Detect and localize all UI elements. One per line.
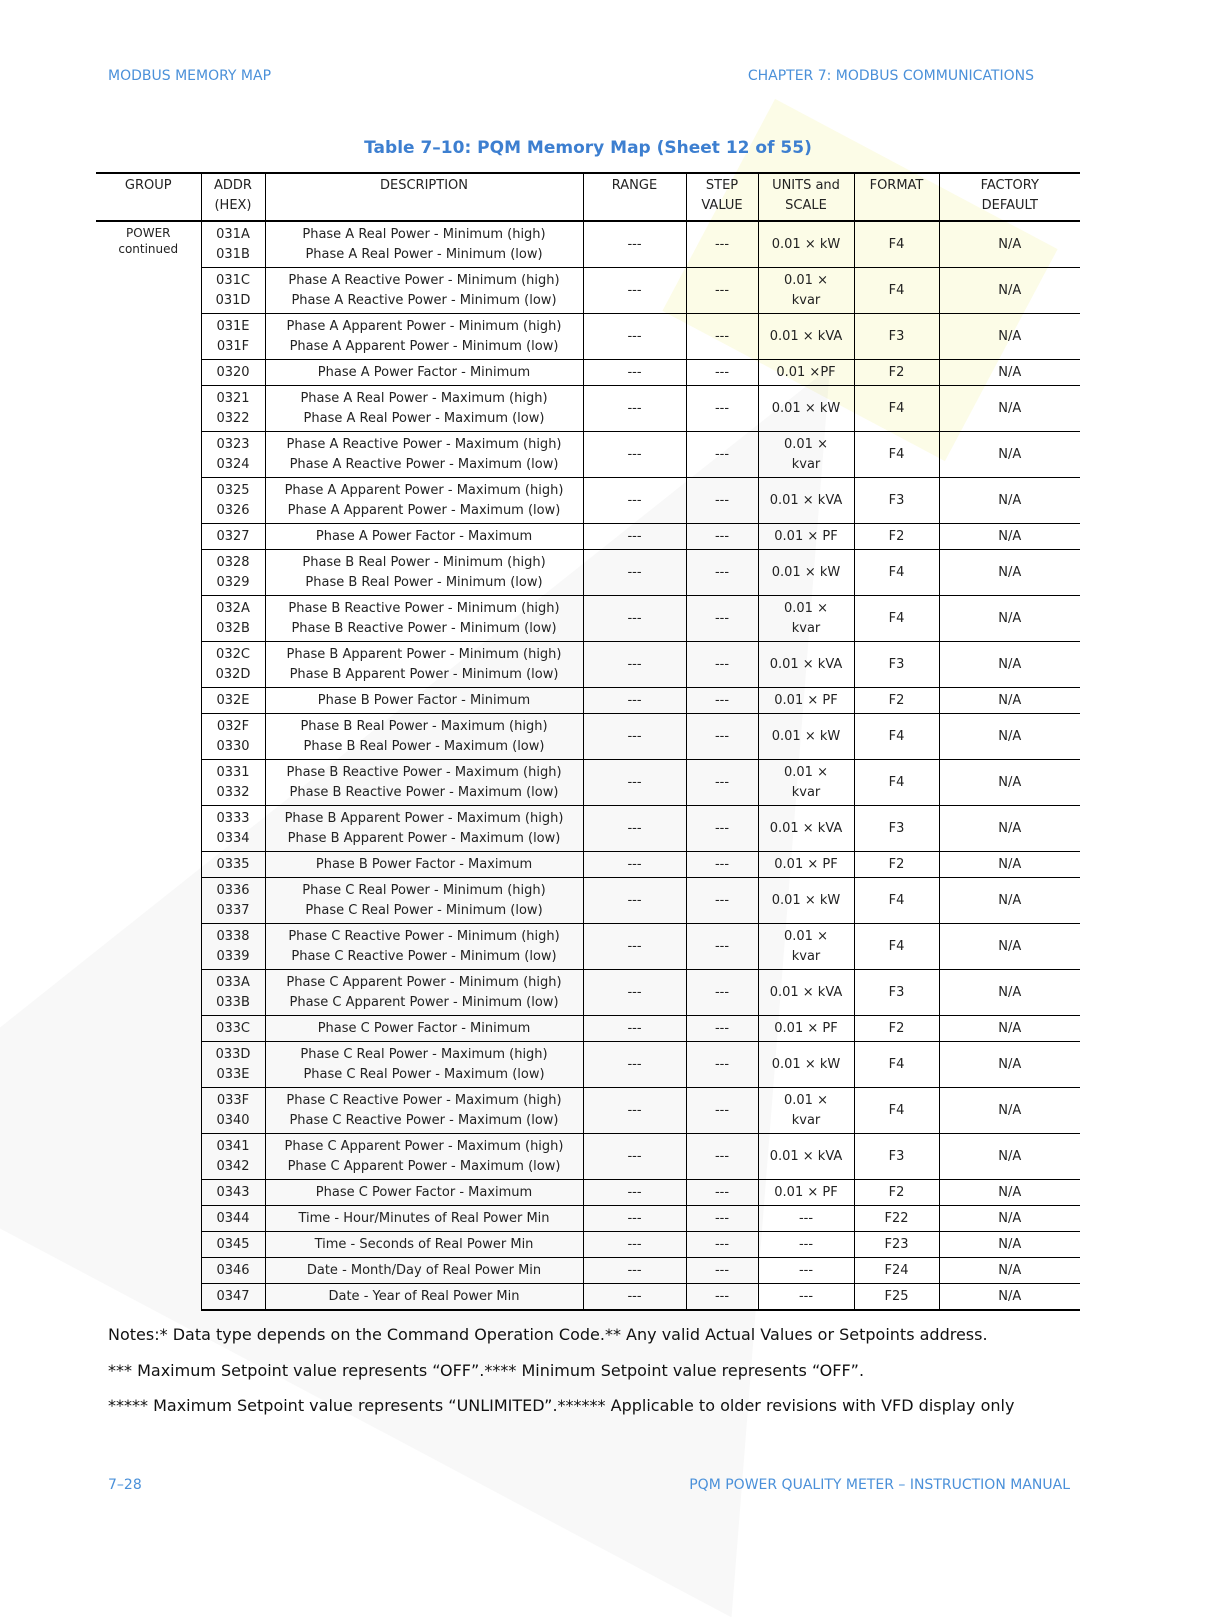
table-row	[96, 1206, 1080, 1232]
addr-cell: 033F 0340	[201, 1088, 265, 1134]
table-row	[96, 221, 1080, 268]
default-cell: N/A	[939, 1134, 1080, 1180]
addr-cell: 0347	[201, 1284, 265, 1311]
units-cell: 0.01 × kvar	[758, 596, 854, 642]
description-cell: Phase C Power Factor - Minimum	[265, 1016, 583, 1042]
range-cell: ---	[583, 1258, 686, 1284]
addr-cell: 0343	[201, 1180, 265, 1206]
format-cell: F4	[854, 924, 939, 970]
col-header-range: RANGE	[583, 173, 686, 221]
table-row	[96, 386, 1080, 432]
table-row	[96, 314, 1080, 360]
format-cell: F4	[854, 596, 939, 642]
step-cell: ---	[686, 360, 758, 386]
units-cell: ---	[758, 1284, 854, 1311]
format-cell: F4	[854, 714, 939, 760]
table-row	[96, 688, 1080, 714]
note-line: ***** Maximum Setpoint value represents “UNLIMITED”.****** Applicable to older revisions with VFD display only	[108, 1396, 1015, 1415]
default-cell: N/A	[939, 268, 1080, 314]
table-row	[96, 1258, 1080, 1284]
table-row	[96, 524, 1080, 550]
range-cell: ---	[583, 1042, 686, 1088]
description-cell: Date - Month/Day of Real Power Min	[265, 1258, 583, 1284]
default-cell: N/A	[939, 1180, 1080, 1206]
step-cell: ---	[686, 550, 758, 596]
range-cell: ---	[583, 268, 686, 314]
description-cell: Phase C Power Factor - Maximum	[265, 1180, 583, 1206]
range-cell: ---	[583, 852, 686, 878]
table-row	[96, 924, 1080, 970]
step-cell: ---	[686, 714, 758, 760]
table-row	[96, 1284, 1080, 1311]
units-cell: 0.01 × kVA	[758, 642, 854, 688]
default-cell: N/A	[939, 1206, 1080, 1232]
units-cell: 0.01 × kVA	[758, 970, 854, 1016]
default-cell: N/A	[939, 688, 1080, 714]
units-cell: ---	[758, 1258, 854, 1284]
step-cell: ---	[686, 1258, 758, 1284]
step-cell: ---	[686, 806, 758, 852]
default-cell: N/A	[939, 360, 1080, 386]
range-cell: ---	[583, 221, 686, 268]
addr-cell: 032C 032D	[201, 642, 265, 688]
table-row	[96, 714, 1080, 760]
format-cell: F3	[854, 806, 939, 852]
table-row	[96, 268, 1080, 314]
table-row	[96, 1016, 1080, 1042]
default-cell: N/A	[939, 596, 1080, 642]
table-row	[96, 878, 1080, 924]
format-cell: F2	[854, 360, 939, 386]
units-cell: ---	[758, 1232, 854, 1258]
col-header-default: FACTORY DEFAULT	[939, 173, 1080, 221]
range-cell: ---	[583, 1232, 686, 1258]
format-cell: F4	[854, 432, 939, 478]
range-cell: ---	[583, 360, 686, 386]
format-cell: F4	[854, 760, 939, 806]
col-header-step: STEP VALUE	[686, 173, 758, 221]
table-row	[96, 970, 1080, 1016]
addr-cell: 031E 031F	[201, 314, 265, 360]
range-cell: ---	[583, 1016, 686, 1042]
units-cell: 0.01 × kW	[758, 221, 854, 268]
range-cell: ---	[583, 760, 686, 806]
range-cell: ---	[583, 1206, 686, 1232]
table-row	[96, 1232, 1080, 1258]
default-cell: N/A	[939, 760, 1080, 806]
table-title: Table 7–10: PQM Memory Map (Sheet 12 of 55)	[364, 138, 812, 158]
default-cell: N/A	[939, 642, 1080, 688]
addr-cell: 0325 0326	[201, 478, 265, 524]
addr-cell: 031C 031D	[201, 268, 265, 314]
units-cell: 0.01 × kW	[758, 550, 854, 596]
addr-cell: 032F 0330	[201, 714, 265, 760]
format-cell: F4	[854, 1088, 939, 1134]
range-cell: ---	[583, 642, 686, 688]
description-cell: Phase B Apparent Power - Minimum (high) Phase B Apparent Power - Minimum (low)	[265, 642, 583, 688]
default-cell: N/A	[939, 1258, 1080, 1284]
range-cell: ---	[583, 550, 686, 596]
description-cell: Phase A Power Factor - Maximum	[265, 524, 583, 550]
addr-cell: 0320	[201, 360, 265, 386]
default-cell: N/A	[939, 314, 1080, 360]
description-cell: Phase A Apparent Power - Maximum (high) Phase A Apparent Power - Maximum (low)	[265, 478, 583, 524]
step-cell: ---	[686, 760, 758, 806]
units-cell: 0.01 × kVA	[758, 478, 854, 524]
format-cell: F3	[854, 1134, 939, 1180]
group-cell: POWER continued	[118, 226, 179, 256]
units-cell: 0.01 × kvar	[758, 1088, 854, 1134]
description-cell: Phase A Apparent Power - Minimum (high) Phase A Apparent Power - Minimum (low)	[265, 314, 583, 360]
step-cell: ---	[686, 1042, 758, 1088]
col-header-format: FORMAT	[854, 173, 939, 221]
units-cell: 0.01 × PF	[758, 1016, 854, 1042]
table-row	[96, 596, 1080, 642]
description-cell: Phase B Power Factor - Minimum	[265, 688, 583, 714]
units-cell: 0.01 × kvar	[758, 924, 854, 970]
default-cell: N/A	[939, 386, 1080, 432]
default-cell: N/A	[939, 714, 1080, 760]
units-cell: 0.01 × PF	[758, 852, 854, 878]
table-notes	[108, 1317, 1014, 1424]
format-cell: F4	[854, 386, 939, 432]
table-body	[96, 221, 1080, 1310]
addr-cell: 0333 0334	[201, 806, 265, 852]
description-cell: Phase B Reactive Power - Maximum (high) Phase B Reactive Power - Maximum (low)	[265, 760, 583, 806]
running-header-right: CHAPTER 7: MODBUS COMMUNICATIONS	[747, 68, 1034, 84]
units-cell: 0.01 × kvar	[758, 268, 854, 314]
page-number: 7–28	[108, 1477, 142, 1493]
units-cell: 0.01 × kVA	[758, 314, 854, 360]
step-cell: ---	[686, 642, 758, 688]
step-cell: ---	[686, 314, 758, 360]
step-cell: ---	[686, 924, 758, 970]
addr-cell: 0331 0332	[201, 760, 265, 806]
addr-cell: 0338 0339	[201, 924, 265, 970]
range-cell: ---	[583, 432, 686, 478]
note-line: *** Maximum Setpoint value represents “OFF”.**** Minimum Setpoint value represents “OFF”.	[108, 1360, 865, 1380]
range-cell: ---	[583, 1180, 686, 1206]
table-row	[96, 432, 1080, 478]
default-cell: N/A	[939, 806, 1080, 852]
units-cell: 0.01 × kW	[758, 878, 854, 924]
format-cell: F3	[854, 970, 939, 1016]
format-cell: F2	[854, 1016, 939, 1042]
default-cell: N/A	[939, 550, 1080, 596]
default-cell: N/A	[939, 1042, 1080, 1088]
addr-cell: 033C	[201, 1016, 265, 1042]
step-cell: ---	[686, 478, 758, 524]
units-cell: 0.01 ×PF	[758, 360, 854, 386]
format-cell: F24	[854, 1258, 939, 1284]
range-cell: ---	[583, 596, 686, 642]
running-footer-right: PQM POWER QUALITY METER – INSTRUCTION MANUAL	[689, 1477, 1070, 1493]
range-cell: ---	[583, 314, 686, 360]
col-header-description: DESCRIPTION	[265, 173, 583, 221]
description-cell: Phase B Real Power - Maximum (high) Phase B Real Power - Maximum (low)	[265, 714, 583, 760]
default-cell: N/A	[939, 1232, 1080, 1258]
range-cell: ---	[583, 924, 686, 970]
table-row	[96, 642, 1080, 688]
default-cell: N/A	[939, 524, 1080, 550]
table-row	[96, 360, 1080, 386]
format-cell: F25	[854, 1284, 939, 1311]
addr-cell: 032E	[201, 688, 265, 714]
description-cell: Phase B Apparent Power - Maximum (high) Phase B Apparent Power - Maximum (low)	[265, 806, 583, 852]
format-cell: F2	[854, 688, 939, 714]
description-cell: Time - Seconds of Real Power Min	[265, 1232, 583, 1258]
units-cell: 0.01 × kvar	[758, 760, 854, 806]
step-cell: ---	[686, 1088, 758, 1134]
description-cell: Phase C Reactive Power - Minimum (high) Phase C Reactive Power - Minimum (low)	[265, 924, 583, 970]
units-cell: 0.01 × kVA	[758, 1134, 854, 1180]
range-cell: ---	[583, 970, 686, 1016]
description-cell: Phase C Apparent Power - Minimum (high) Phase C Apparent Power - Minimum (low)	[265, 970, 583, 1016]
default-cell: N/A	[939, 432, 1080, 478]
format-cell: F2	[854, 852, 939, 878]
format-cell: F4	[854, 268, 939, 314]
format-cell: F2	[854, 524, 939, 550]
units-cell: 0.01 × kvar	[758, 432, 854, 478]
range-cell: ---	[583, 1284, 686, 1311]
description-cell: Phase C Real Power - Maximum (high) Phase C Real Power - Maximum (low)	[265, 1042, 583, 1088]
units-cell: 0.01 × kW	[758, 386, 854, 432]
step-cell: ---	[686, 688, 758, 714]
table-header-row	[96, 173, 1080, 221]
addr-cell: 0344	[201, 1206, 265, 1232]
units-cell: 0.01 × kVA	[758, 806, 854, 852]
col-header-group: GROUP	[124, 178, 172, 193]
table-row	[96, 1042, 1080, 1088]
description-cell: Phase A Real Power - Minimum (high) Phase A Real Power - Minimum (low)	[265, 221, 583, 268]
addr-cell: 031A 031B	[201, 221, 265, 268]
format-cell: F4	[854, 550, 939, 596]
range-cell: ---	[583, 806, 686, 852]
addr-cell: 033A 033B	[201, 970, 265, 1016]
units-cell: 0.01 × PF	[758, 688, 854, 714]
format-cell: F22	[854, 1206, 939, 1232]
default-cell: N/A	[939, 1016, 1080, 1042]
description-cell: Phase C Apparent Power - Maximum (high) Phase C Apparent Power - Maximum (low)	[265, 1134, 583, 1180]
format-cell: F4	[854, 221, 939, 268]
step-cell: ---	[686, 1134, 758, 1180]
col-header-units: UNITS and SCALE	[758, 173, 854, 221]
description-cell: Phase A Reactive Power - Maximum (high) Phase A Reactive Power - Maximum (low)	[265, 432, 583, 478]
table-row	[96, 1180, 1080, 1206]
units-cell: ---	[758, 1206, 854, 1232]
addr-cell: 0321 0322	[201, 386, 265, 432]
units-cell: 0.01 × kW	[758, 714, 854, 760]
units-cell: 0.01 × kW	[758, 1042, 854, 1088]
default-cell: N/A	[939, 970, 1080, 1016]
description-cell: Phase A Reactive Power - Minimum (high) Phase A Reactive Power - Minimum (low)	[265, 268, 583, 314]
units-cell: 0.01 × PF	[758, 1180, 854, 1206]
description-cell: Phase A Power Factor - Minimum	[265, 360, 583, 386]
format-cell: F3	[854, 478, 939, 524]
units-cell: 0.01 × PF	[758, 524, 854, 550]
addr-cell: 0345	[201, 1232, 265, 1258]
addr-cell: 0336 0337	[201, 878, 265, 924]
note-line: Notes:* Data type depends on the Command Operation Code.** Any valid Actual Values or Setpoints address.	[108, 1325, 988, 1344]
range-cell: ---	[583, 878, 686, 924]
step-cell: ---	[686, 1206, 758, 1232]
default-cell: N/A	[939, 924, 1080, 970]
step-cell: ---	[686, 1284, 758, 1311]
format-cell: F4	[854, 1042, 939, 1088]
addr-cell: 0341 0342	[201, 1134, 265, 1180]
description-cell: Phase C Real Power - Minimum (high) Phase C Real Power - Minimum (low)	[265, 878, 583, 924]
step-cell: ---	[686, 878, 758, 924]
table-row	[96, 1088, 1080, 1134]
default-cell: N/A	[939, 221, 1080, 268]
description-cell: Phase C Reactive Power - Maximum (high) Phase C Reactive Power - Maximum (low)	[265, 1088, 583, 1134]
range-cell: ---	[583, 714, 686, 760]
format-cell: F4	[854, 878, 939, 924]
running-header-left: MODBUS MEMORY MAP	[108, 68, 272, 84]
description-cell: Phase B Reactive Power - Minimum (high) Phase B Reactive Power - Minimum (low)	[265, 596, 583, 642]
step-cell: ---	[686, 268, 758, 314]
addr-cell: 032A 032B	[201, 596, 265, 642]
step-cell: ---	[686, 852, 758, 878]
step-cell: ---	[686, 524, 758, 550]
format-cell: F23	[854, 1232, 939, 1258]
addr-cell: 0346	[201, 1258, 265, 1284]
step-cell: ---	[686, 432, 758, 478]
addr-cell: 0328 0329	[201, 550, 265, 596]
col-header-addr: ADDR (HEX)	[201, 173, 265, 221]
range-cell: ---	[583, 1088, 686, 1134]
step-cell: ---	[686, 1232, 758, 1258]
step-cell: ---	[686, 221, 758, 268]
addr-cell: 0323 0324	[201, 432, 265, 478]
range-cell: ---	[583, 478, 686, 524]
description-cell: Phase B Real Power - Minimum (high) Phase B Real Power - Minimum (low)	[265, 550, 583, 596]
range-cell: ---	[583, 688, 686, 714]
table-row	[96, 806, 1080, 852]
memory-map-table	[96, 172, 1080, 1311]
default-cell: N/A	[939, 878, 1080, 924]
table-row	[96, 760, 1080, 806]
addr-cell: 0327	[201, 524, 265, 550]
table-row	[96, 550, 1080, 596]
format-cell: F3	[854, 314, 939, 360]
description-cell: Phase A Real Power - Maximum (high) Phase A Real Power - Maximum (low)	[265, 386, 583, 432]
range-cell: ---	[583, 1134, 686, 1180]
format-cell: F2	[854, 1180, 939, 1206]
table-row	[96, 852, 1080, 878]
format-cell: F3	[854, 642, 939, 688]
range-cell: ---	[583, 386, 686, 432]
step-cell: ---	[686, 596, 758, 642]
default-cell: N/A	[939, 1284, 1080, 1311]
step-cell: ---	[686, 1180, 758, 1206]
description-cell: Date - Year of Real Power Min	[265, 1284, 583, 1311]
step-cell: ---	[686, 970, 758, 1016]
range-cell: ---	[583, 524, 686, 550]
addr-cell: 033D 033E	[201, 1042, 265, 1088]
step-cell: ---	[686, 1016, 758, 1042]
default-cell: N/A	[939, 1088, 1080, 1134]
table-row	[96, 478, 1080, 524]
description-cell: Time - Hour/Minutes of Real Power Min	[265, 1206, 583, 1232]
default-cell: N/A	[939, 852, 1080, 878]
step-cell: ---	[686, 386, 758, 432]
addr-cell: 0335	[201, 852, 265, 878]
description-cell: Phase B Power Factor - Maximum	[265, 852, 583, 878]
default-cell: N/A	[939, 478, 1080, 524]
table-row	[96, 1134, 1080, 1180]
